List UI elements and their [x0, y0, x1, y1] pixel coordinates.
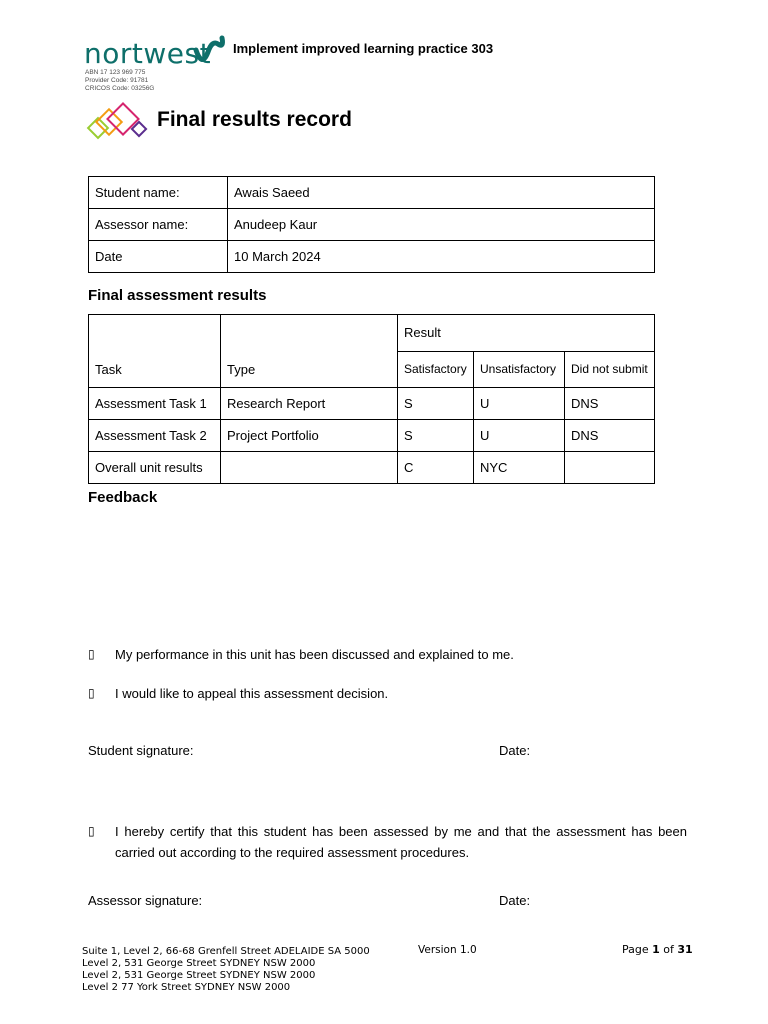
assessor-name-value: Anudeep Kaur: [228, 209, 655, 241]
date-label: Date: [89, 241, 228, 273]
address-line: Level 2 77 York Street SYDNEY NSW 2000: [82, 982, 291, 993]
table-row: [89, 452, 655, 484]
student-date-label: Date:: [499, 743, 531, 758]
brand-swoosh-icon: [192, 30, 228, 70]
type-header: Type: [221, 315, 398, 388]
unit-title: 303 Implement improved learning practice: [233, 41, 494, 56]
results-table: [88, 314, 655, 484]
page-word: Page: [622, 943, 649, 956]
dns-cell[interactable]: DNS: [565, 388, 655, 420]
address-line: Level 2, 531 George Street SYDNEY NSW 2000: [82, 970, 316, 981]
table-row: [89, 241, 655, 273]
diamonds-icon: [86, 102, 152, 148]
task-header: Task: [89, 315, 221, 388]
type-cell: Research Report: [221, 388, 398, 420]
address-line: Suite 1, Level 2, 66-68 Grenfell Street ADELAIDE SA 5000: [82, 946, 370, 957]
cricos-code-text: CRICOS Code: 03256G: [85, 85, 155, 92]
feedback-heading: Feedback: [88, 489, 158, 506]
footer-address: [82, 946, 370, 994]
competent-cell[interactable]: C: [398, 452, 474, 484]
page-current: 1: [652, 943, 660, 956]
date-value: 10 March 2024: [228, 241, 655, 273]
table-row: [89, 209, 655, 241]
brand-logo-wordmark: nortwest: [84, 37, 212, 70]
student-name-value: Awais Saeed: [228, 177, 655, 209]
table-row: [89, 177, 655, 209]
result-header: Result: [398, 315, 655, 352]
appeal-statement: I would like to appeal this assessment decision.: [115, 686, 389, 701]
task-cell: Overall unit results: [89, 452, 221, 484]
discussed-checkbox[interactable]: ▯: [88, 647, 95, 661]
satisfactory-cell[interactable]: S: [398, 388, 474, 420]
page-total: 31: [677, 943, 693, 956]
type-cell: Project Portfolio: [221, 420, 398, 452]
certify-checkbox[interactable]: ▯: [88, 824, 95, 838]
did-not-submit-header: Did not submit: [565, 351, 655, 388]
dns-cell[interactable]: DNS: [565, 420, 655, 452]
table-row: [89, 388, 655, 420]
student-signature-label: Student signature:: [88, 743, 194, 758]
task-cell: Assessment Task 2: [89, 420, 221, 452]
assessor-name-label: Assessor name:: [89, 209, 228, 241]
assessor-signature-label: Assessor signature:: [88, 893, 203, 908]
unsatisfactory-header: Unsatisfactory: [474, 351, 565, 388]
task-cell: Assessment Task 1: [89, 388, 221, 420]
results-heading: Final assessment results: [88, 287, 267, 304]
student-name-label: Student name:: [89, 177, 228, 209]
table-header-row: [89, 315, 655, 352]
provider-code-text: Provider Code: 91781: [85, 77, 149, 84]
empty-cell: [565, 452, 655, 484]
table-row: [89, 420, 655, 452]
not-yet-competent-cell[interactable]: NYC: [474, 452, 565, 484]
certify-statement-line2: carried out according to the required assessment procedures.: [115, 845, 470, 860]
version-label: Version 1.0: [418, 944, 477, 956]
discussed-statement: My performance in this unit has been discussed and explained to me.: [115, 647, 514, 662]
student-info-table: [88, 176, 655, 273]
type-cell: [221, 452, 398, 484]
certify-statement-line1: I hereby certify that this student has been assessed by me and that the assessment has been: [115, 824, 687, 839]
satisfactory-cell[interactable]: S: [398, 420, 474, 452]
page-number: [622, 943, 693, 956]
abn-text: ABN 17 123 969 775: [85, 69, 146, 76]
appeal-checkbox[interactable]: ▯: [88, 686, 95, 700]
unsatisfactory-cell[interactable]: U: [474, 420, 565, 452]
satisfactory-header: Satisfactory: [398, 351, 474, 388]
unsatisfactory-cell[interactable]: U: [474, 388, 565, 420]
assessor-date-label: Date:: [499, 893, 531, 908]
page-of: of: [663, 943, 674, 956]
address-line: Level 2, 531 George Street SYDNEY NSW 2000: [82, 958, 316, 969]
page-title: Final results record: [157, 108, 352, 131]
